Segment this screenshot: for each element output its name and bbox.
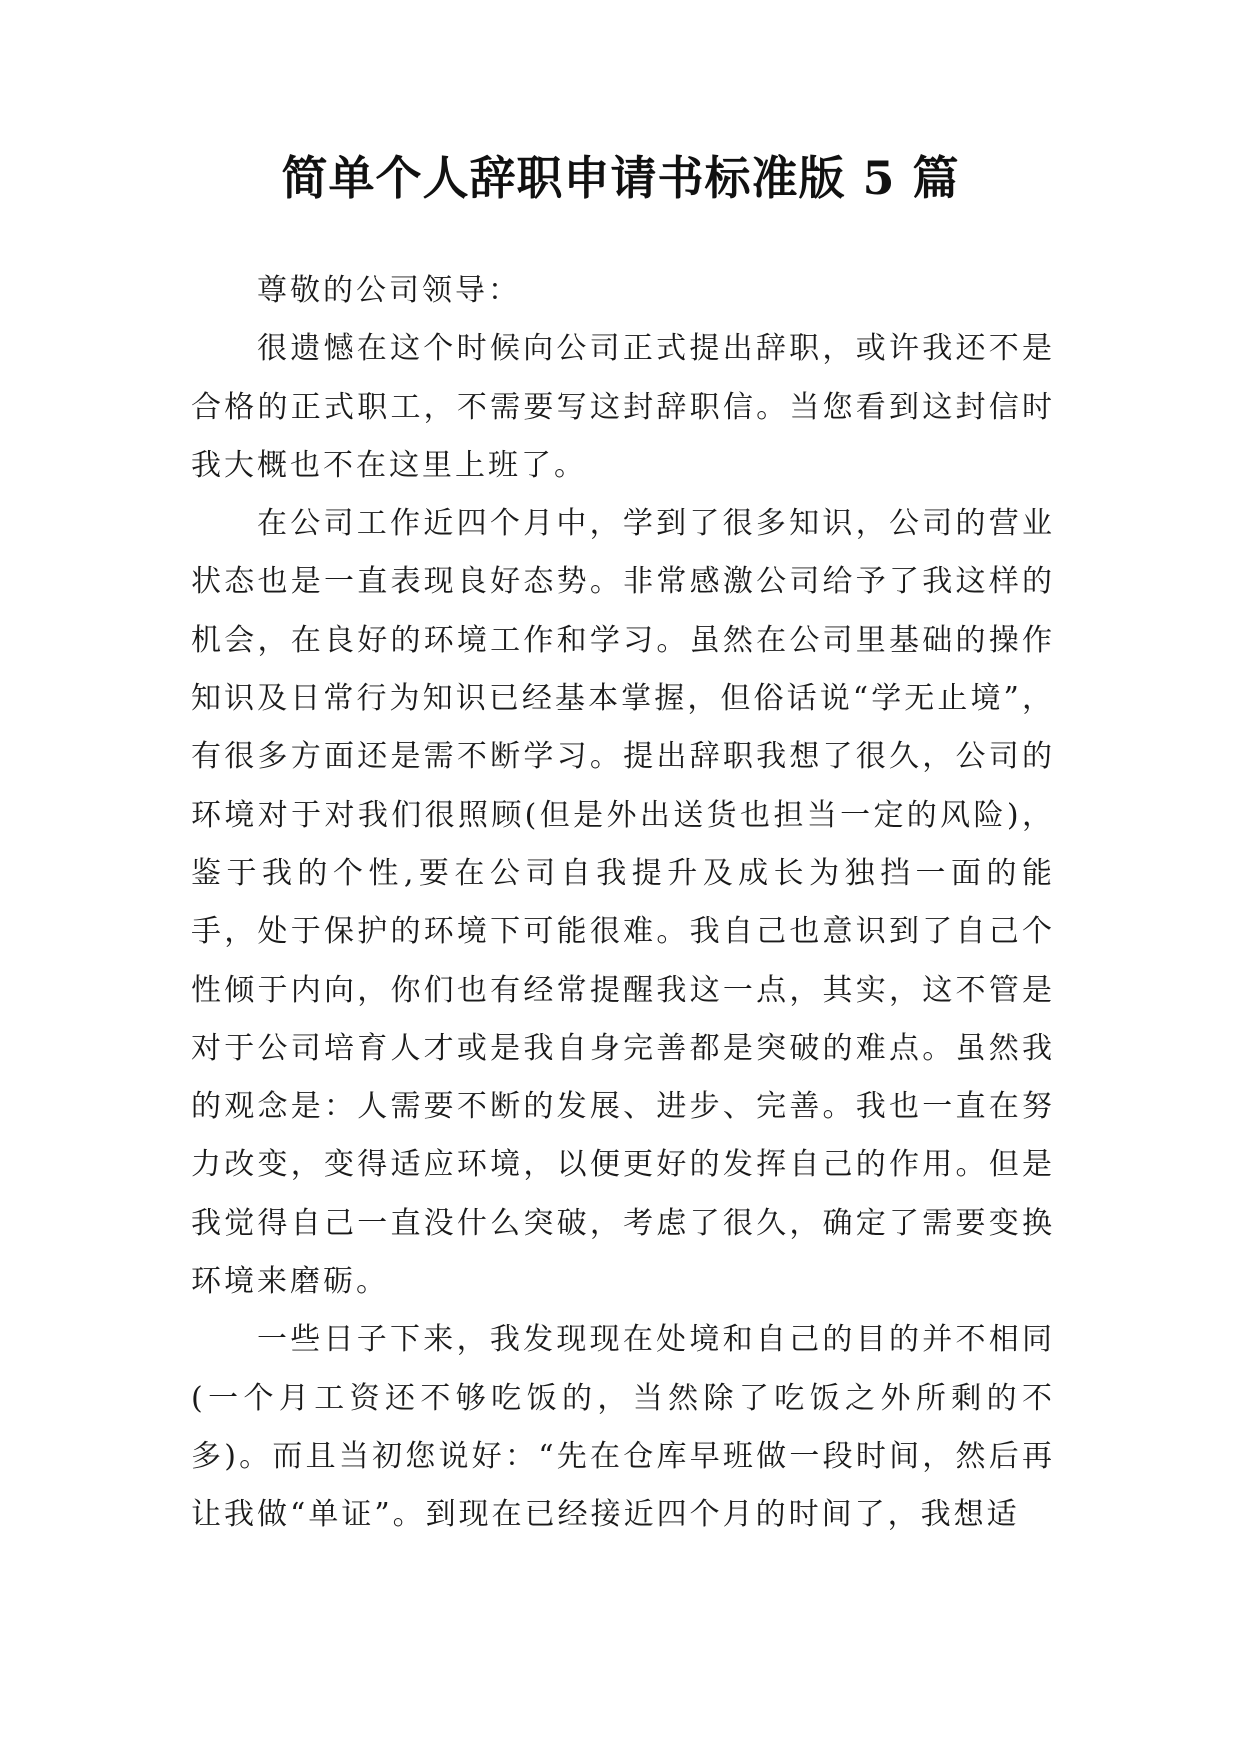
paragraph: 一些日子下来，我发现现在处境和自己的目的并不相同(一个月工资还不够吃饭的，当然除了吃饭之外所剩的不多)。而且当初您说好：“先在仓库早班做一段时间，然后再让我做“单证”。到现在已经接近四个月的时间了，我想适 bbox=[191, 1322, 1055, 1533]
paragraph: 很遗憾在这个时候向公司正式提出辞职，或许我还不是合格的正式职工，不需要写这封辞职信。当您看到这封信时我大概也不在这里上班了。 bbox=[191, 331, 1055, 483]
document-body bbox=[191, 262, 1055, 1545]
paragraph: 在公司工作近四个月中，学到了很多知识，公司的营业状态也是一直表现良好态势。非常感激公司给予了我这样的机会，在良好的环境工作和学习。虽然在公司里基础的操作知识及日常行为知识已经基本掌握，但俗话说“学无止境”，有很多方面还是需不断学习。提出辞职我想了很久，公司的环境对于对我们很照顾(但是外出送货也担当一定的风险)，鉴于我的个性,要在公司自我提升及成长为独挡一面的能手，处于保护的环境下可能很难。我自己也意识到了自己个性倾于内向，你们也有经常提醒我这一点，其实，这不管是对于公司培育人才或是我自身完善都是突破的难点。虽然我的观念是：人需要不断的发展、进步、完善。我也一直在努力改变，变得适应环境，以便更好的发挥自己的作用。但是我觉得自己一直没什么突破，考虑了很久，确定了需要变换环境来磨砺。 bbox=[191, 506, 1055, 1300]
salutation: 尊敬的公司领导： bbox=[257, 273, 521, 308]
document-title: 简单个人辞职申请书标准版 5 篇 bbox=[281, 151, 960, 205]
